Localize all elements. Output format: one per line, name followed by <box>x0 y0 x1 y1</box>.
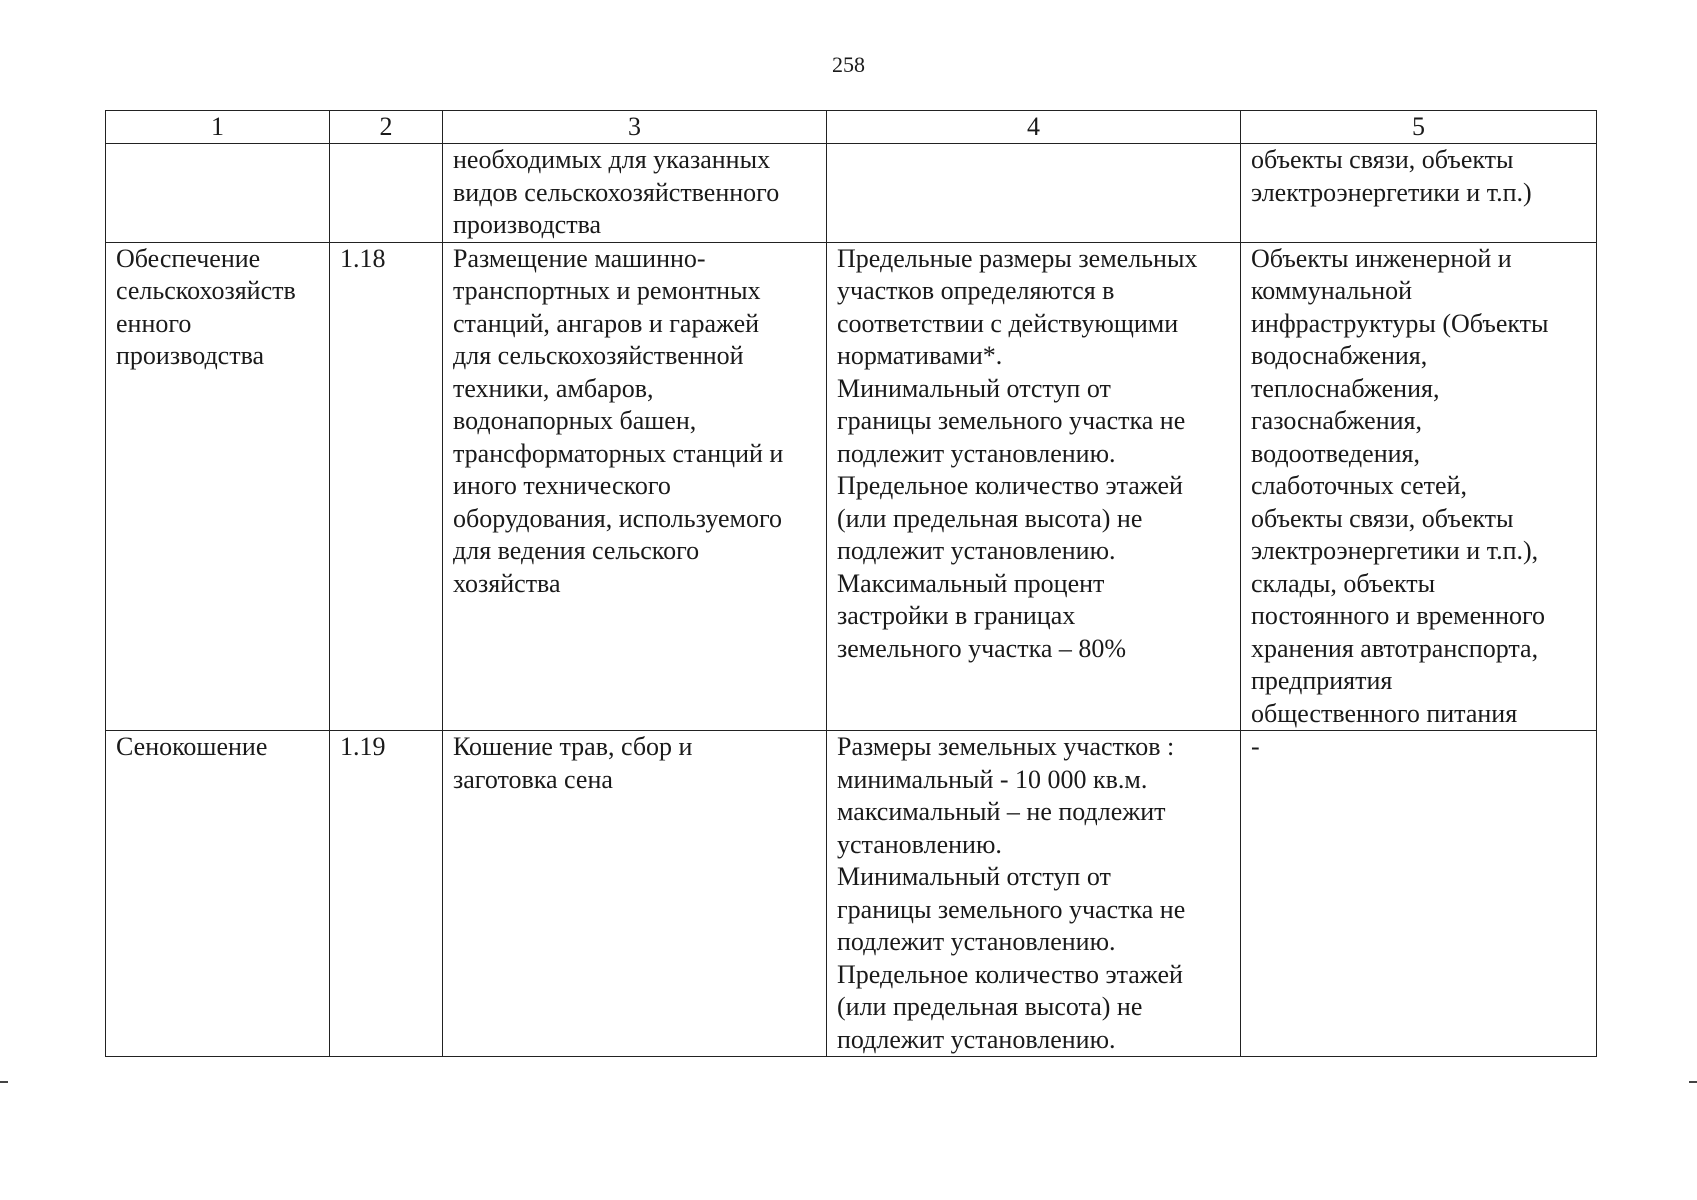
use-description-cell: необходимых для указанных видов сельскохозяйственного производства <box>443 144 827 243</box>
scan-edge-mark-left <box>0 1081 8 1083</box>
column-header-3: 3 <box>443 111 827 144</box>
use-code-cell: 1.19 <box>330 731 443 1057</box>
use-name-cell <box>106 144 330 243</box>
use-code-cell: 1.18 <box>330 242 443 731</box>
table-header-row <box>106 111 1597 144</box>
column-header-1: 1 <box>106 111 330 144</box>
auxiliary-uses-cell: - <box>1241 731 1597 1057</box>
auxiliary-uses-cell: объекты связи, объекты электроэнергетики и т.п.) <box>1241 144 1597 243</box>
parameters-cell: Размеры земельных участков : минимальный - 10 000 кв.м. максимальный – не подлежит установлению. Минимальный отступ от границы земельного участка не подлежит установлению. Предельное количество этажей (или предельная высота) не подлежит установлению. <box>827 731 1241 1057</box>
use-description-cell: Кошение трав, сбор и заготовка сена <box>443 731 827 1057</box>
table-row-1-19 <box>106 731 1597 1057</box>
column-header-5: 5 <box>1241 111 1597 144</box>
zoning-table <box>105 110 1597 1057</box>
use-description-cell: Размещение машинно- транспортных и ремонтных станций, ангаров и гаражей для сельскохозяйственной техники, амбаров, водонапорных башен, трансформаторных станций и иного технического оборудования, используемого для ведения сельского хозяйства <box>443 242 827 731</box>
page-number: 258 <box>832 52 865 77</box>
parameters-cell <box>827 144 1241 243</box>
scan-edge-mark-right <box>1689 1081 1697 1083</box>
use-name-cell: Сенокошение <box>106 731 330 1057</box>
auxiliary-uses-cell: Объекты инженерной и коммунальной инфраструктуры (Объекты водоснабжения, теплоснабжения, газоснабжения, водоотведения, слаботочных сетей, объекты связи, объекты электроэнергетики и т.п.), склады, объекты постоянного и временного хранения автотранспорта, предприятия общественного питания <box>1241 242 1597 731</box>
parameters-cell: Предельные размеры земельных участков определяются в соответствии с действующими нормативами*. Минимальный отступ от границы земельного участка не подлежит установлению. Предельное количество этажей (или предельная высота) не подлежит установлению. Максимальный процент застройки в границах земельного участка – 80% <box>827 242 1241 731</box>
use-code-cell <box>330 144 443 243</box>
column-header-2: 2 <box>330 111 443 144</box>
table-row-continuation <box>106 144 1597 243</box>
table-row-1-18 <box>106 242 1597 731</box>
column-header-4: 4 <box>827 111 1241 144</box>
use-name-cell: Обеспечение сельскохозяйств енного производства <box>106 242 330 731</box>
